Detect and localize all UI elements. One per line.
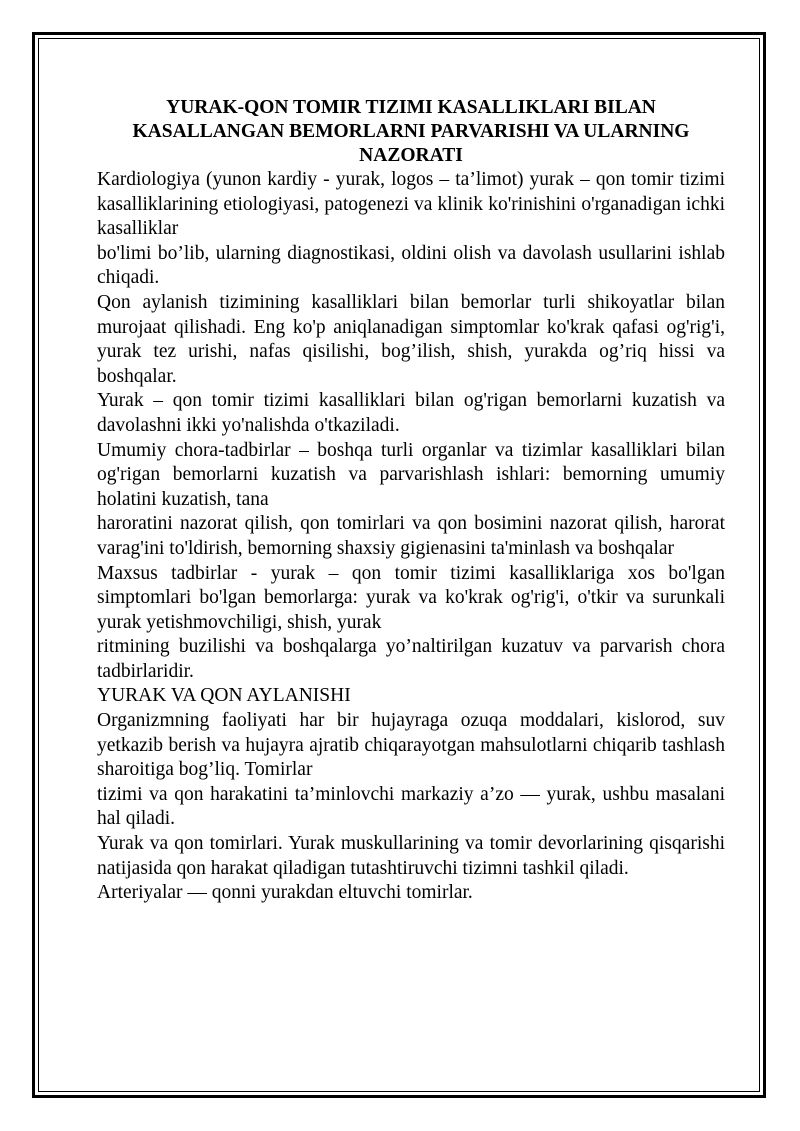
title-line: KASALLANGAN BEMORLARNI PARVARISHI VA ULARNING (132, 121, 690, 142)
paragraph: ritmining buzilishi va boshqalarga yo’naltirilgan kuzatuv va parvarish chora tadbirlaridir. (97, 636, 725, 682)
paragraph: Yurak – qon tomir tizimi kasalliklari bilan og'rigan bemorlarni kuzatish va davolashni ikki yo'nalishda o'tkaziladi. (97, 390, 725, 436)
paragraph: haroratini nazorat qilish, qon tomirlari va qon bosimini nazorat qilish, harorat varag'ini to'ldirish, bemorning shaxsiy gigienasini ta'minlash va boshqalar (97, 513, 725, 559)
paragraph: Organizmning faoliyati har bir hujayraga ozuqa moddalari, kislorod, suv yetkazib berish va hujayra ajratib chiqarayotgan mahsulotlarni chiqarib tashlash sharoitiga bog’liq. Tomirlar (97, 710, 725, 781)
title-line: YURAK-QON TOMIR TIZIMI KASALLIKLARI BILAN (166, 97, 656, 118)
document-title (97, 96, 725, 168)
section-heading: YURAK VA QON AYLANISHI (97, 685, 351, 707)
paragraph: Arteriyalar — qonni yurakdan eltuvchi tomirlar. (97, 882, 473, 904)
paragraph: Qon aylanish tizimining kasalliklari bilan bemorlar turli shikoyatlar bilan murojaat qilishadi. Eng ko'p aniqlanadigan simptomlar ko'krak qafasi og'rig'i, yurak tez urishi, nafas qisilishi, bog’ilish, shish, yurakda og’riq hissi va boshqalar. (97, 291, 725, 387)
title-line: NAZORATI (359, 145, 463, 166)
paragraph: Kardiologiya (yunon kardiy - yurak, logos – ta’limot) yurak – qon tomir tizimi kasalliklarining etiologiyasi, patogenezi va klinik ko'rinishini o'rganadigan ichki kasalliklar (97, 169, 725, 240)
paragraph: tizimi va qon harakatini ta’minlovchi markaziy a’zo — yurak, ushbu masalani hal qiladi. (97, 783, 725, 830)
document-body (97, 96, 725, 906)
paragraph: Maxsus tadbirlar - yurak – qon tomir tizimi kasalliklariga xos bo'lgan simptomlari bo'lgan bemorlarga: yurak va ko'krak og'rig'i, o'tkir va surunkali yurak yetishmovchiligi, shish, yurak (97, 562, 725, 633)
paragraph: bo'limi bo’lib, ularning diagnostikasi, oldini olish va davolash usullarini ishlab chiqadi. (97, 242, 725, 289)
paragraph: Umumiy chora-tadbirlar – boshqa turli organlar va tizimlar kasalliklari bilan og'rigan bemorlarni kuzatish va parvarishlash ishlari: bemorning umumiy holatini kuzatish, tana (97, 439, 725, 510)
paragraph: Yurak va qon tomirlari. Yurak muskullarining va tomir devorlarining qisqarishi natijasida qon harakat qiladigan tutashtiruvchi tizimni tashkil qiladi. (97, 833, 725, 879)
